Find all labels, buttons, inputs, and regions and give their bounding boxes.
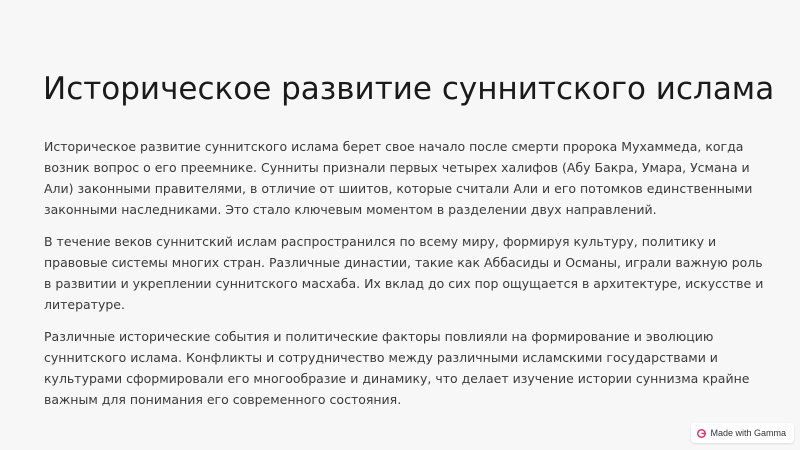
gamma-logo-icon bbox=[697, 429, 706, 438]
paragraph-1: Историческое развитие суннитского ислама берет свое начало после смерти пророка Мухаммеда, когда возник вопрос о его преемнике. Сунниты признали первых четырех халифов (Абу Бакра, Умара, Усмана и Али) законными правителями, в отличие от шиитов, которые считали Али и его потомков единственными законными наследниками. Это стало ключевым моментом в разделении двух направлений. bbox=[44, 139, 753, 217]
badge-label: Made with Gamma bbox=[710, 428, 786, 438]
slide-title: Историческое развитие суннитского ислама bbox=[43, 71, 775, 107]
paragraph-3: Различные исторические события и политические факторы повлияли на формирование и эволюцию суннитского ислама. Конфликты и сотрудничество между различными исламскими государствами и культурами сформировали его многообразие и динамику, что делает изучение истории суннизма крайне важным для понимания его современного состояния. bbox=[44, 329, 750, 407]
slide-body bbox=[44, 136, 764, 421]
made-with-gamma-badge[interactable] bbox=[691, 423, 794, 443]
paragraph-2: В течение веков суннитский ислам распространился по всему миру, формируя культуру, политику и правовые системы многих стран. Различные династии, такие как Аббасиды и Османы, играли важную роль в развитии и укреплении суннитского масхаба. Их вклад до сих пор ощущается в архитектуре, искусстве и литературе. bbox=[44, 234, 764, 312]
